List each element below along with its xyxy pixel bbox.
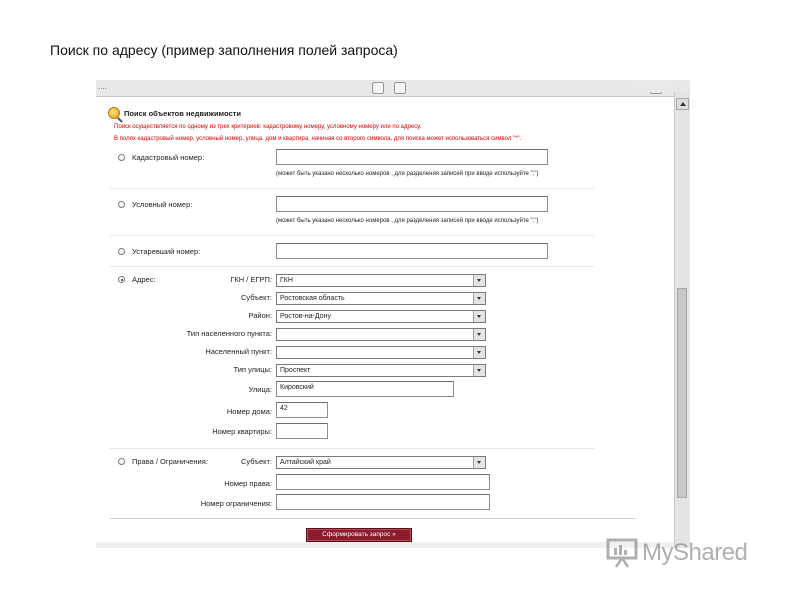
conditional-label: Условный номер: — [132, 200, 193, 209]
rights-subject-value: Алтайский край — [280, 459, 331, 466]
settlement-type-select[interactable] — [276, 328, 486, 341]
search-panel — [108, 98, 634, 548]
restriction-number-input[interactable] — [276, 494, 490, 510]
obsolete-number-input[interactable] — [276, 243, 548, 259]
settlement-type-label: Тип населенного пункта: — [186, 329, 272, 338]
gkn-select[interactable] — [276, 274, 486, 287]
cadastral-label: Кадастровый номер: — [132, 153, 205, 162]
divider — [110, 188, 594, 189]
address-label: Адрес: — [132, 275, 156, 284]
scroll-up-arrow-icon[interactable] — [676, 98, 689, 110]
toolbar-icon[interactable] — [372, 82, 384, 94]
obsolete-radio[interactable] — [118, 248, 125, 255]
subject-value: Ростовская область — [280, 295, 345, 302]
watermark-text: MyShared — [642, 539, 748, 566]
district-label: Район: — [248, 311, 272, 320]
divider — [110, 266, 594, 267]
district-value: Ростов-на-Дону — [280, 313, 331, 320]
wildcard-note: В полях кадастровый номер, условный номер, улица, дом и квартира, начиная со второго символа, для поиска может использоваться символ "*". — [114, 136, 522, 142]
search-note: Поиск осуществляется по одному из трех критериев: кадастровому номеру, условному номеру или по адресу. — [114, 124, 422, 130]
district-select[interactable] — [276, 310, 486, 323]
house-number-input[interactable]: 42 — [276, 402, 328, 418]
chevron-down-icon[interactable] — [473, 347, 485, 358]
toolbar-icon[interactable] — [394, 82, 406, 94]
cadastral-hint: (может быть указано несколько номеров , для разделения записей при вводе используйте ";") — [276, 171, 539, 177]
obsolete-label: Устаревший номер: — [132, 247, 201, 256]
screenshot-frame — [96, 80, 690, 548]
submit-request-button[interactable]: Сформировать запрос » — [306, 528, 412, 542]
street-type-label: Тип улицы: — [233, 365, 272, 374]
subject-label: Субъект: — [240, 293, 272, 302]
scroll-thumb[interactable] — [677, 288, 687, 498]
rights-label: Права / Ограничения: — [132, 457, 208, 466]
panel-title: Поиск объектов недвижимости — [124, 108, 241, 118]
conditional-radio[interactable] — [118, 201, 125, 208]
settlement-label: Населенный пункт: — [205, 347, 272, 356]
divider — [110, 235, 594, 236]
chevron-down-icon[interactable] — [473, 311, 485, 322]
street-type-value: Проспект — [280, 367, 311, 374]
chevron-down-icon[interactable] — [473, 365, 485, 376]
cadastral-radio[interactable] — [118, 154, 125, 161]
panel-header — [108, 106, 241, 120]
chevron-down-icon[interactable] — [473, 457, 485, 468]
frame-bottom — [96, 542, 690, 548]
vertical-scrollbar[interactable] — [674, 92, 690, 548]
settlement-select[interactable] — [276, 346, 486, 359]
apartment-label: Номер квартиры: — [212, 427, 272, 436]
cadastral-number-input[interactable] — [276, 149, 548, 165]
gkn-label: ГКН / ЕГРП: — [230, 275, 272, 284]
house-label: Номер дома: — [226, 407, 272, 416]
chevron-down-icon[interactable] — [473, 293, 485, 304]
street-type-select[interactable] — [276, 364, 486, 377]
search-icon — [108, 107, 120, 119]
rights-subject-select[interactable] — [276, 456, 486, 469]
gkn-value: ГКН — [280, 277, 293, 284]
address-radio[interactable] — [118, 276, 125, 283]
rights-radio[interactable] — [118, 458, 125, 465]
subject-select[interactable] — [276, 292, 486, 305]
chevron-down-icon[interactable] — [473, 329, 485, 340]
divider — [110, 518, 636, 519]
chevron-down-icon[interactable] — [473, 275, 485, 286]
right-number-label: Номер права: — [224, 479, 272, 488]
rights-subject-label: Субъект: — [240, 457, 272, 466]
street-input[interactable]: Кировский — [276, 381, 454, 397]
right-number-input[interactable] — [276, 474, 490, 490]
restriction-number-label: Номер ограничения: — [200, 499, 272, 508]
divider — [110, 448, 594, 449]
street-label: Улица: — [248, 385, 272, 394]
toolbar-right — [628, 80, 674, 92]
conditional-hint: (может быть указано несколько номеров , для разделения записей при вводе используйте ";") — [276, 218, 539, 224]
browser-toolbar: .... — [96, 80, 690, 97]
watermark — [606, 538, 747, 568]
presentation-board-icon — [606, 538, 640, 568]
apartment-number-input[interactable] — [276, 423, 328, 439]
slide-title: Поиск по адресу (пример заполнения полей запроса) — [50, 42, 398, 58]
conditional-number-input[interactable] — [276, 196, 548, 212]
